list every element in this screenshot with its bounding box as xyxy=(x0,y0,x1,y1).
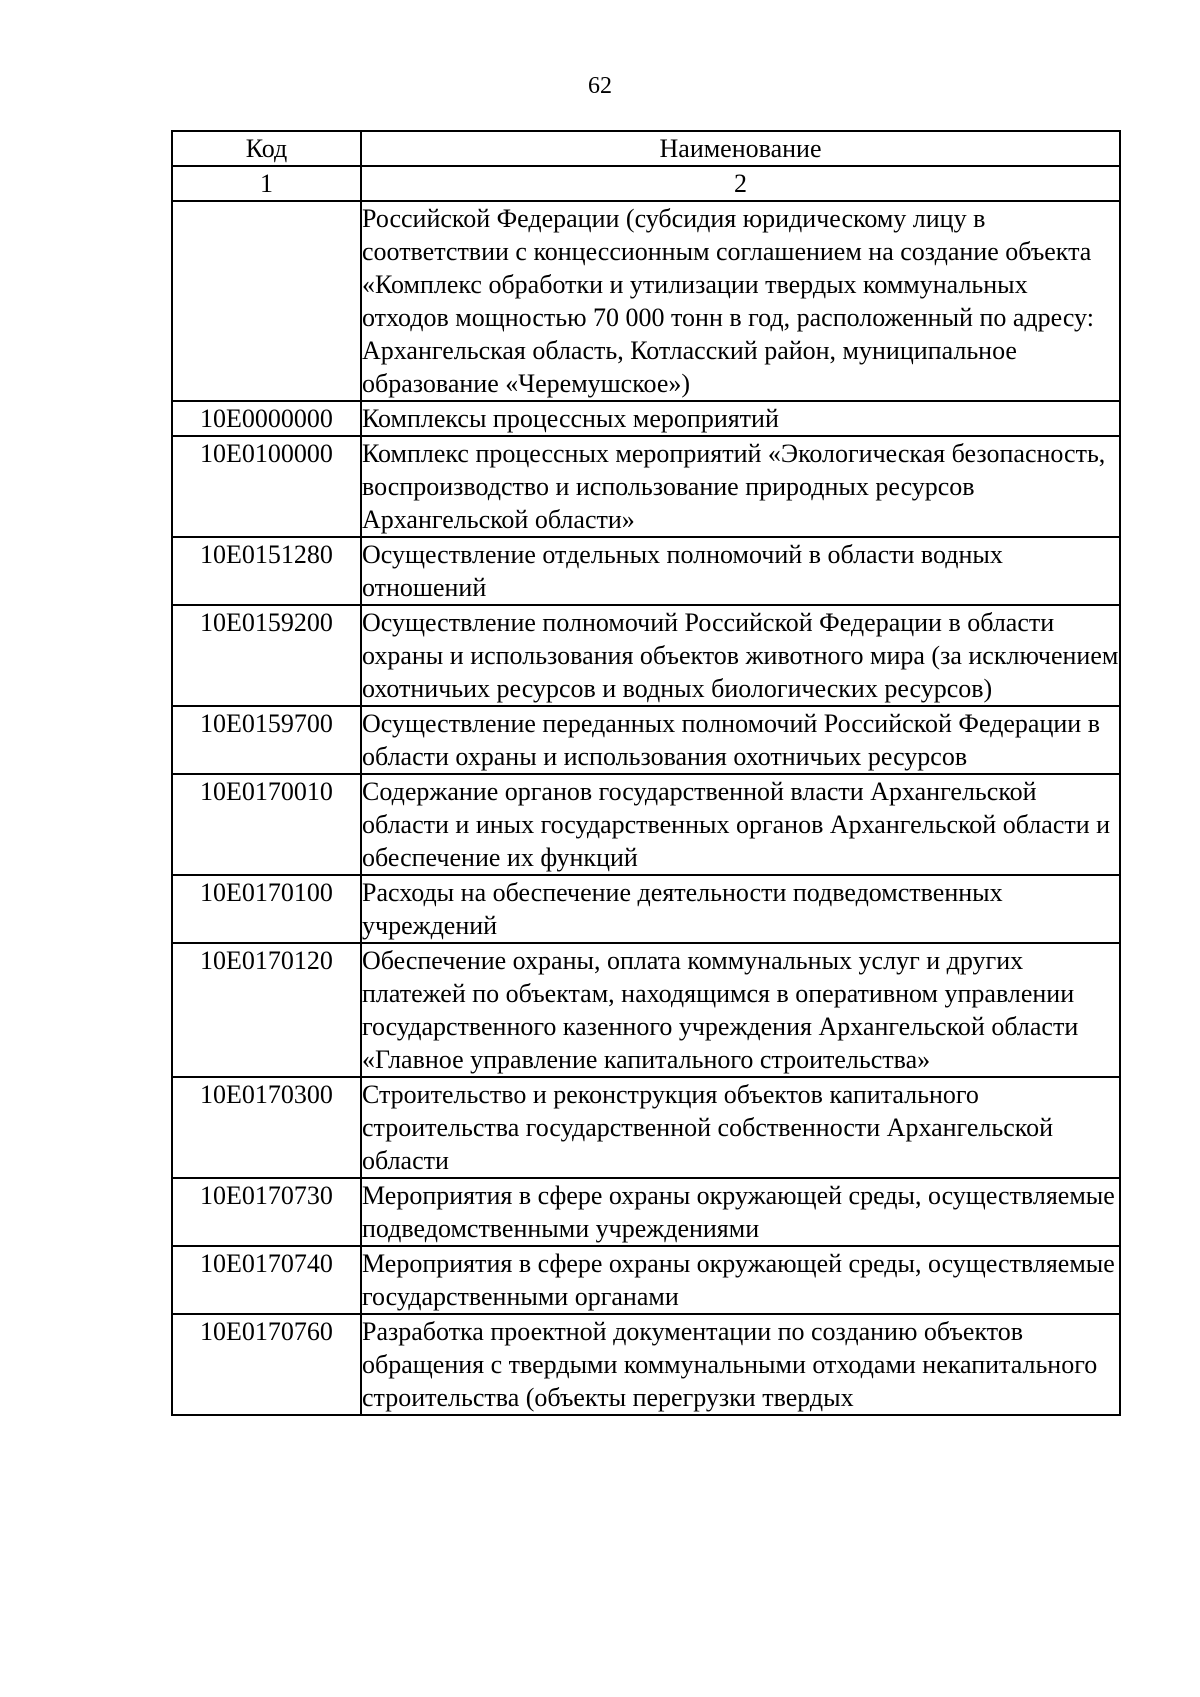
row-code: 10Е0170740 xyxy=(172,1246,361,1314)
row-name: Осуществление переданных полномочий Российской Федерации в области охраны и использования охотничьих ресурсов xyxy=(361,706,1120,774)
table-header-row xyxy=(172,131,1120,166)
header-name: Наименование xyxy=(361,131,1120,166)
table-row xyxy=(172,436,1120,537)
row-code: 10Е0170760 xyxy=(172,1314,361,1415)
table-row xyxy=(172,1314,1120,1415)
row-name: Содержание органов государственной власти Архангельской области и иных государственных органов Архангельской области и обеспечение их функций xyxy=(361,774,1120,875)
column-number-name: 2 xyxy=(361,166,1120,201)
header-code: Код xyxy=(172,131,361,166)
column-number-code: 1 xyxy=(172,166,361,201)
table-row xyxy=(172,875,1120,943)
row-name: Строительство и реконструкция объектов капитального строительства государственной собственности Архангельской области xyxy=(361,1077,1120,1178)
page-number: 62 xyxy=(588,73,612,99)
row-name: Осуществление полномочий Российской Федерации в области охраны и использования объектов животного мира (за исключением охотничьих ресурсов и водных биологических ресурсов) xyxy=(361,605,1120,706)
table-row xyxy=(172,201,1120,401)
row-name: Осуществление отдельных полномочий в области водных отношений xyxy=(361,537,1120,605)
row-name: Обеспечение охраны, оплата коммунальных услуг и других платежей по объектам, находящимся в оперативном управлении государственного казенного учреждения Архангельской области «Главное управление капитального строительства» xyxy=(361,943,1120,1077)
row-name: Комплексы процессных мероприятий xyxy=(361,401,1120,436)
table-row xyxy=(172,943,1120,1077)
row-code: 10Е0170300 xyxy=(172,1077,361,1178)
row-name: Мероприятия в сфере охраны окружающей среды, осуществляемые подведомственными учреждениями xyxy=(361,1178,1120,1246)
row-code: 10Е0159200 xyxy=(172,605,361,706)
table-row xyxy=(172,605,1120,706)
table-row xyxy=(172,401,1120,436)
row-code: 10Е0151280 xyxy=(172,537,361,605)
budget-code-table xyxy=(171,130,1121,1416)
row-name: Российской Федерации (субсидия юридическому лицу в соответствии с концессионным соглашением на создание объекта «Комплекс обработки и утилизации твердых коммунальных отходов мощностью 70 000 тонн в год, расположенный по адресу: Архангельская область, Котласский район, муниципальное образование «Черемушское») xyxy=(361,201,1120,401)
row-code: 10Е0170010 xyxy=(172,774,361,875)
table-row xyxy=(172,1178,1120,1246)
row-name: Расходы на обеспечение деятельности подведомственных учреждений xyxy=(361,875,1120,943)
row-name: Комплекс процессных мероприятий «Экологическая безопасность, воспроизводство и использование природных ресурсов Архангельской области» xyxy=(361,436,1120,537)
row-code: 10Е0000000 xyxy=(172,401,361,436)
table-row xyxy=(172,706,1120,774)
row-code: 10Е0170120 xyxy=(172,943,361,1077)
row-code: 10Е0170100 xyxy=(172,875,361,943)
table-row xyxy=(172,537,1120,605)
row-name: Мероприятия в сфере охраны окружающей среды, осуществляемые государственными органами xyxy=(361,1246,1120,1314)
column-number-row xyxy=(172,166,1120,201)
row-code: 10Е0100000 xyxy=(172,436,361,537)
row-name: Разработка проектной документации по созданию объектов обращения с твердыми коммунальными отходами некапитального строительства (объекты перегрузки твердых xyxy=(361,1314,1120,1415)
table-row xyxy=(172,1077,1120,1178)
row-code xyxy=(172,201,361,401)
table-row xyxy=(172,774,1120,875)
table-row xyxy=(172,1246,1120,1314)
row-code: 10Е0159700 xyxy=(172,706,361,774)
row-code: 10Е0170730 xyxy=(172,1178,361,1246)
